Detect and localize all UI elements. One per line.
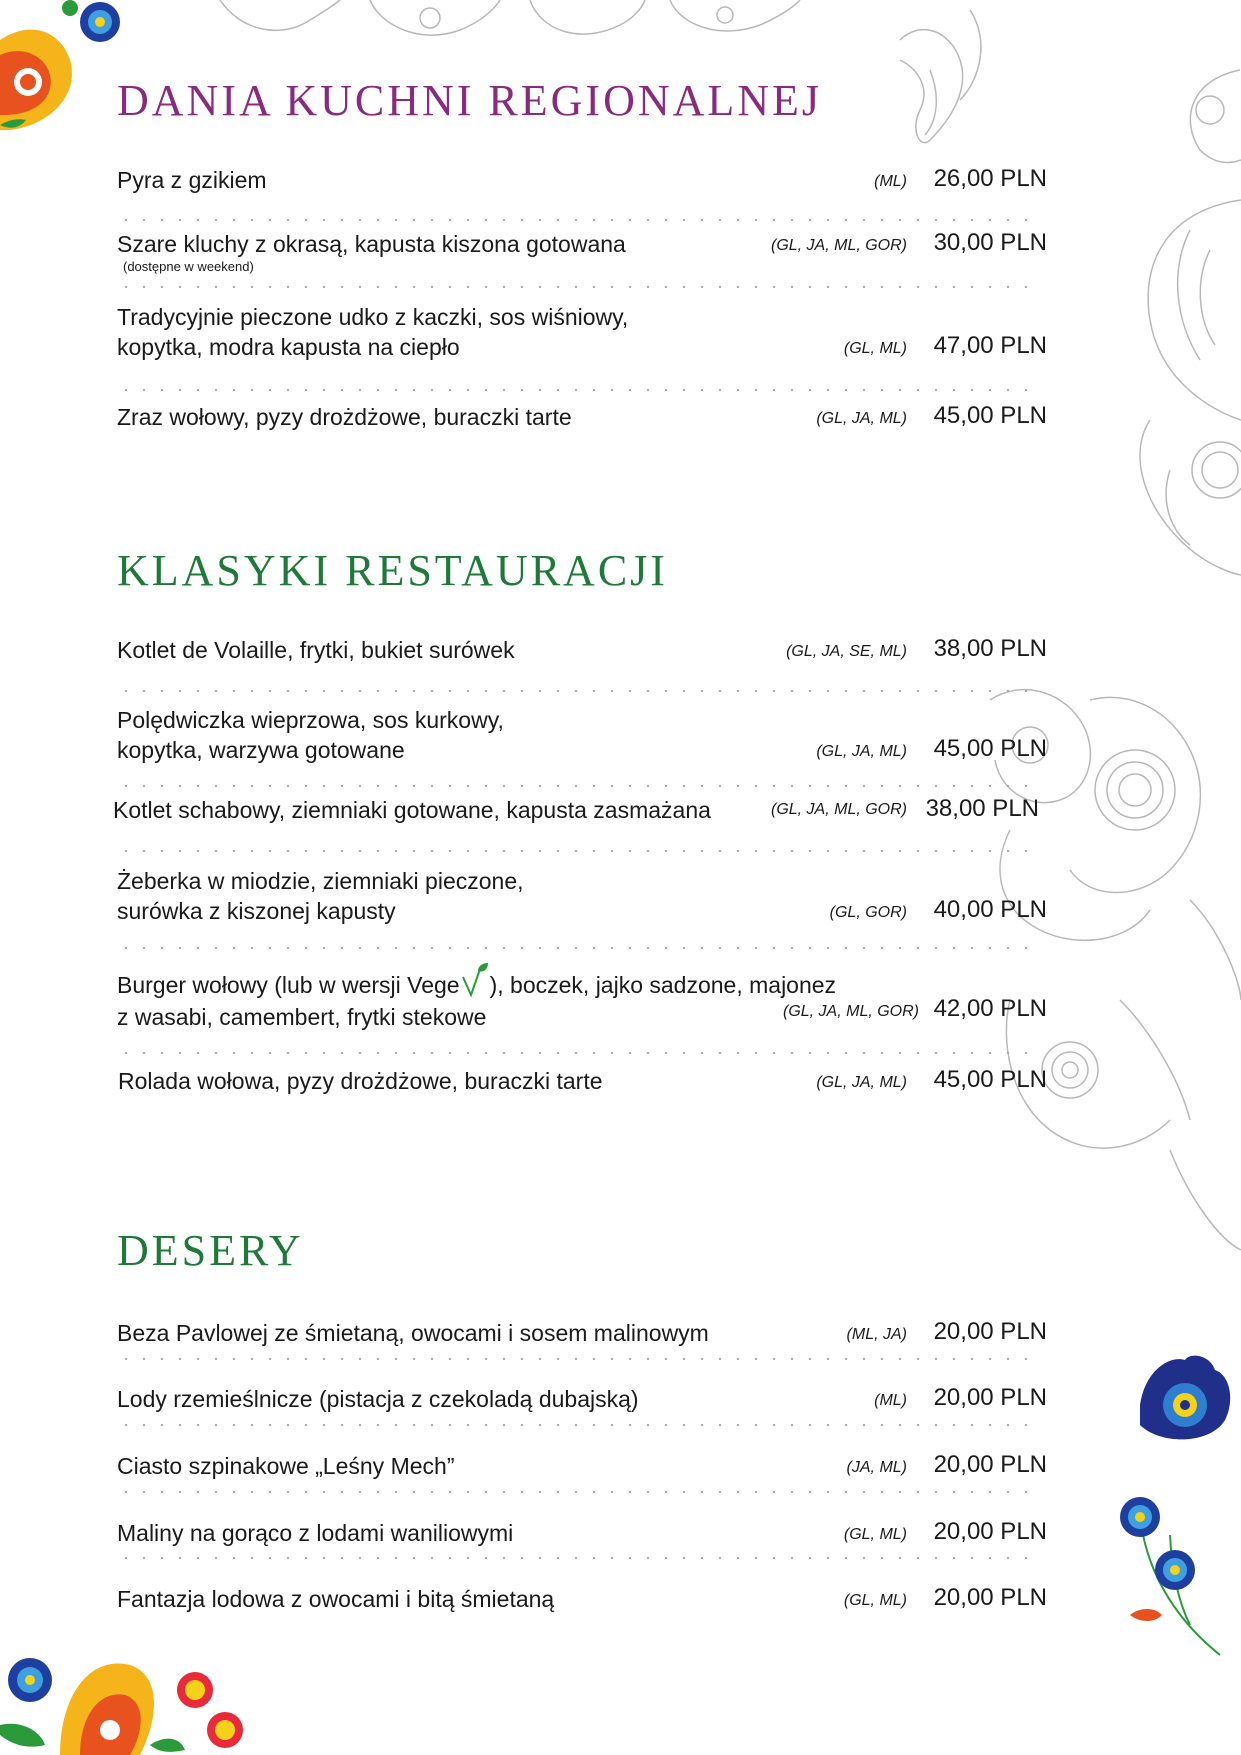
- menu-item-name: Fantazja lodowa z owocami i bitą śmietaną: [117, 1586, 555, 1612]
- menu-item-allergens: (GL, JA, ML): [816, 743, 907, 760]
- menu-item-name-line2: kopytka, warzywa gotowane: [117, 737, 405, 763]
- menu-item: [117, 1584, 1047, 1614]
- menu-item-price: 30,00 PLN: [933, 229, 1047, 256]
- menu-item-name: Maliny na gorąco z lodami waniliowymi: [117, 1520, 514, 1546]
- menu-item-allergens: (ML): [874, 173, 907, 190]
- menu-item-price: 45,00 PLN: [933, 735, 1047, 762]
- section-title-regional: DANIA KUCHNI REGIONALNEJ: [117, 76, 823, 125]
- menu-item-name: Ciasto szpinakowe „Leśny Mech”: [117, 1453, 455, 1479]
- menu-item-allergens: (GL, JA, ML): [816, 410, 907, 427]
- menu-item-price: 20,00 PLN: [933, 1518, 1047, 1545]
- menu-item-allergens: (GL, GOR): [829, 904, 907, 921]
- menu-item-name: Rolada wołowa, pyzy drożdżowe, buraczki tarte: [118, 1068, 603, 1094]
- menu-item-name: Lody rzemieślnicze (pistacja z czekoladą dubajską): [117, 1386, 639, 1412]
- menu-item-name: Pyra z gzikiem: [117, 167, 267, 193]
- menu-item-allergens: (GL, ML): [843, 1526, 907, 1543]
- menu-item-allergens: (GL, ML): [843, 1592, 907, 1609]
- menu-item-name-part: ), boczek, jajko sadzone, majonez: [489, 972, 837, 998]
- menu-item-allergens: (ML): [874, 1392, 907, 1409]
- menu-item-name: Kotlet de Volaille, frytki, bukiet surówek: [117, 637, 515, 663]
- section-title-classics: KLASYKI RESTAURACJI: [117, 546, 668, 595]
- menu-item-price: 20,00 PLN: [933, 1318, 1047, 1345]
- menu-item-price: 45,00 PLN: [933, 1066, 1047, 1093]
- menu-item-allergens: (GL, JA, SE, ML): [786, 643, 907, 660]
- menu-item-price: 40,00 PLN: [933, 896, 1047, 923]
- menu-item-name-line2: z wasabi, camembert, frytki stekowe: [117, 1004, 487, 1030]
- menu-item-allergens: (GL, ML): [843, 340, 907, 357]
- menu-item-price: 42,00 PLN: [933, 995, 1047, 1022]
- menu-item: [117, 635, 1047, 665]
- menu-item-name-line1: Polędwiczka wieprzowa, sos kurkowy,: [117, 707, 504, 733]
- menu-item-name-line2: kopytka, modra kapusta na ciepło: [117, 334, 460, 360]
- menu-item: [117, 1518, 1047, 1548]
- menu-item-allergens: (JA, ML): [846, 1459, 907, 1476]
- menu-item-allergens: (GL, JA, ML, GOR): [770, 801, 907, 818]
- menu-item-name: Zraz wołowy, pyzy drożdżowe, buraczki tarte: [117, 404, 572, 430]
- menu-item-name-line2: surówka z kiszonej kapusty: [117, 898, 396, 924]
- dotted-divider: [117, 389, 1042, 391]
- menu-item-price: 26,00 PLN: [933, 165, 1047, 192]
- dotted-divider: [117, 219, 1042, 221]
- menu-item: [117, 1451, 1047, 1481]
- menu-item: [117, 963, 1047, 1032]
- menu-item-name: Szare kluchy z okrasą, kapusta kiszona gotowana: [117, 231, 626, 257]
- menu-item-name-part: Burger wołowy (lub w wersji Vege: [117, 972, 460, 998]
- flower-stem-icon: [1110, 1495, 1241, 1665]
- dotted-divider: [117, 1358, 1042, 1360]
- menu-item-price: 47,00 PLN: [933, 332, 1047, 359]
- menu-item: [117, 866, 1047, 926]
- menu-item-note: (dostępne w weekend): [123, 259, 254, 274]
- menu-item-price: 20,00 PLN: [933, 1384, 1047, 1411]
- menu-item-name-line1: Tradycyjnie pieczone udko z kaczki, sos wiśniowy,: [117, 304, 629, 330]
- menu-item-name-line1: [117, 963, 1047, 1000]
- menu-item-price: 38,00 PLN: [933, 635, 1047, 662]
- menu-item: [117, 1384, 1047, 1414]
- menu-item: [113, 795, 1043, 825]
- menu-item-price: 20,00 PLN: [933, 1451, 1047, 1478]
- menu-item-allergens: (GL, JA, ML, GOR): [782, 1003, 919, 1020]
- section-title-desserts: DESERY: [117, 1226, 304, 1275]
- dotted-divider: [117, 1424, 1042, 1426]
- menu-item: [117, 402, 1047, 432]
- menu-item-name-line1: Żeberka w miodzie, ziemniaki pieczone,: [117, 868, 524, 894]
- blue-flower-icon: [1130, 1350, 1241, 1450]
- dotted-divider: [117, 690, 1042, 692]
- menu-item-name: Beza Pavlowej ze śmietaną, owocami i sosem malinowym: [117, 1320, 709, 1346]
- menu-item-price: 20,00 PLN: [933, 1584, 1047, 1611]
- folk-flower-bottom-left-icon: [0, 1635, 260, 1755]
- line-art-ornament-top-icon: [200, 0, 840, 60]
- menu-item-price: 45,00 PLN: [933, 402, 1047, 429]
- menu-item-price: 38,00 PLN: [925, 795, 1039, 822]
- dotted-divider: [117, 1052, 1042, 1054]
- dotted-divider: [117, 1557, 1042, 1559]
- menu-item-allergens: (GL, JA, ML): [816, 1074, 907, 1091]
- menu-item-name: Kotlet schabowy, ziemniaki gotowane, kapusta zasmażana: [113, 797, 711, 823]
- dotted-divider: [117, 850, 1042, 852]
- menu-item: [117, 229, 1047, 275]
- dotted-divider: [117, 1491, 1042, 1493]
- menu-item-allergens: (GL, JA, ML, GOR): [770, 237, 907, 254]
- vege-leaf-icon: [460, 963, 490, 997]
- menu-item: [118, 1066, 1047, 1096]
- menu-item: [117, 165, 1047, 195]
- menu-item-allergens: (ML, JA): [846, 1326, 907, 1343]
- menu-item: [117, 1318, 1047, 1348]
- dotted-divider: [117, 286, 1042, 288]
- dotted-divider: [117, 947, 1042, 949]
- menu-item: [117, 705, 1047, 765]
- dotted-divider: [117, 785, 1042, 787]
- menu-item: [117, 302, 1047, 362]
